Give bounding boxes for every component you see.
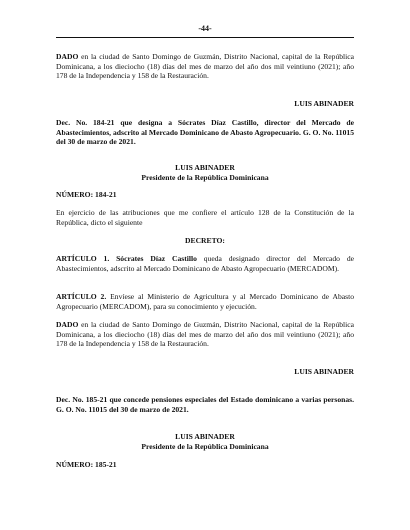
president-name-185: LUIS ABINADER (175, 432, 235, 441)
dado-lead-2: DADO (56, 320, 79, 329)
dado-paragraph-2 (56, 320, 354, 349)
decree-185-number: NÚMERO: 185-21 (56, 460, 117, 469)
article-1-text: queda designado director del Mercado de Abastecimientos, adscrito al Mercado Dominicano de Abasto Agropecuario (MERCADOM). (56, 254, 355, 273)
decree-184-heading: Dec. No. 184-21 que designa a Sócrates Díaz Castillo, director del Mercado de Abastecimientos, adscrito al Mercado Dominicano de Abasto Agropecuario. G. O. No. 11015 del 30 de marzo de 2021. (56, 118, 354, 147)
decree-184-number: NÚMERO: 184-21 (56, 190, 117, 199)
signature-2: LUIS ABINADER (294, 367, 354, 376)
decree-185-heading: Dec. No. 185-21 que concede pensiones especiales del Estado dominicano a varias personas. G. O. No. 11015 del 30 de marzo de 2021. (56, 395, 354, 414)
signature-1: LUIS ABINADER (294, 99, 354, 108)
decree-184-title: DECRETO: (185, 236, 225, 245)
decree-184-preamble: En ejercicio de las atribuciones que me confiere el artículo 128 de la Constitución de la República, dicto el siguiente (56, 208, 354, 227)
article-2-lead: ARTÍCULO 2. (56, 292, 107, 301)
header-rule (56, 37, 354, 38)
dado-lead: DADO (56, 52, 79, 61)
president-title-184: Presidente de la República Dominicana (141, 173, 269, 182)
article-1 (56, 254, 354, 273)
article-1-lead: ARTÍCULO 1. Sócrates Díaz Castillo (56, 254, 197, 263)
dado-paragraph-1 (56, 52, 354, 81)
page-number: -44- (198, 24, 212, 33)
dado-text-2: en la ciudad de Santo Domingo de Guzmán, Distrito Nacional, capital de la República Dominicana, a los dieciocho (18) días del mes de marzo del año dos mil veintiuno (2021); año 178 de la Independencia y 158 de la Restauración. (56, 320, 354, 349)
dado-text: en la ciudad de Santo Domingo de Guzmán, Distrito Nacional, capital de la República Dominicana, a los dieciocho (18) días del mes de marzo del año dos mil veintiuno (2021); año 178 de la Independencia y 158 de la Restauración. (56, 52, 354, 81)
president-name-184: LUIS ABINADER (175, 163, 235, 172)
article-2 (56, 292, 354, 311)
president-title-185: Presidente de la República Dominicana (141, 442, 269, 451)
article-2-text: Envíese al Ministerio de Agricultura y al Mercado Dominicano de Abasto Agropecuario (MERCADOM), para su conocimiento y ejecución. (56, 292, 354, 311)
